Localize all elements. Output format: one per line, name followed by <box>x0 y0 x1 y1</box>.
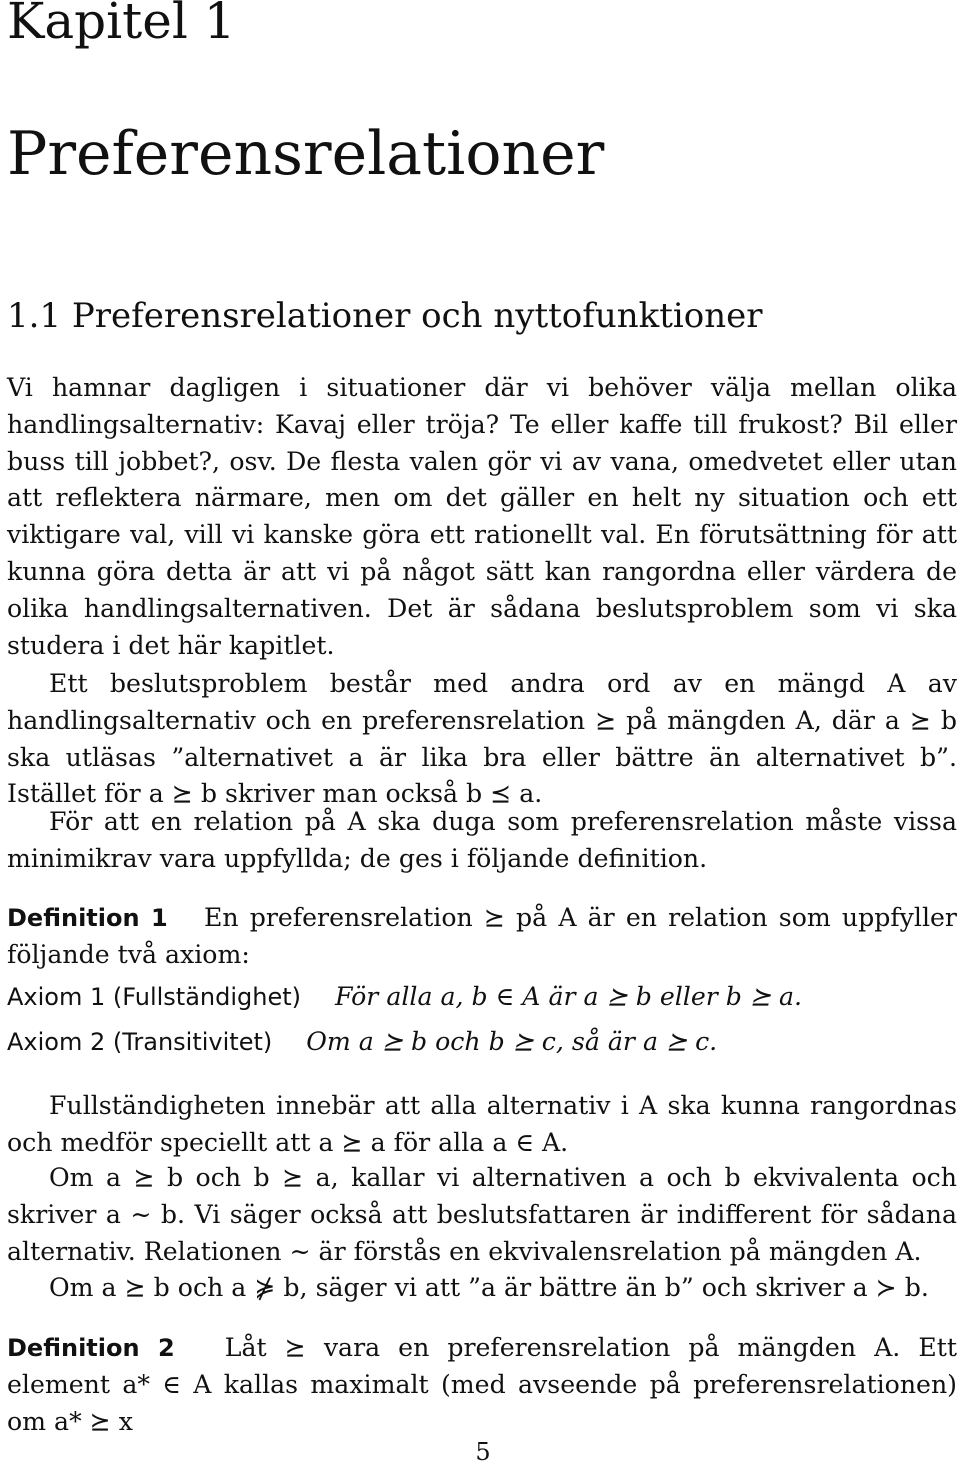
axiom-1-text: För alla a, b ∈ A är a ⪰ b eller b ⪰ a. <box>335 982 803 1011</box>
axiom-1 <box>7 982 802 1011</box>
axiom-2 <box>7 1027 717 1056</box>
axiom-2-text: Om a ⪰ b och b ⪰ c, så är a ⪰ c. <box>306 1027 718 1056</box>
paragraph-battre: Om a ⪰ b och a ⋡ b, säger vi att ”a är bättre än b” och skriver a ≻ b. <box>49 1273 929 1302</box>
axiom-2-label: Axiom 2 (Transitivitet) <box>7 1028 273 1056</box>
definition-2-label: Definition 2 <box>7 1334 175 1362</box>
definition-2-text: Låt ⪰ vara en preferensrelation på mängden A. Ett element a* ∈ A kallas maximalt (med avseende på preferensrelationen) om a* ⪰ x <box>7 1333 957 1436</box>
paragraph-beslutsproblem: Ett beslutsproblem består med andra ord av en mängd A av handlingsalternativ och en preferensrelation ⪰ på mängden A, där a ⪰ b ska utläsas ”alternativet a är lika bra eller bättre än alternativet b”. Istället för a ⪰ b skriver man också b ⪯ a. <box>7 669 957 809</box>
page-number: 5 <box>475 1438 491 1466</box>
chapter-title: Preferensrelationer <box>7 119 605 189</box>
paragraph-fullstandighet: Fullständigheten innebär att alla alternativ i A ska kunna rangordnas och medför speciellt att a ⪰ a för alla a ∈ A. <box>7 1091 957 1157</box>
paragraph-minimikrav: För att en relation på A ska duga som preferensrelation måste vissa minimikrav vara uppfyllda; de ges i följande definition. <box>7 807 957 873</box>
chapter-label: Kapitel 1 <box>7 0 236 50</box>
definition-2 <box>7 1330 957 1440</box>
paragraph-intro: Vi hamnar dagligen i situationer där vi behöver välja mellan olika handlingsalternativ: Kavaj eller tröja? Te eller kaffe till frukost? Bil eller buss till jobbet?, osv. De flesta valen gör vi av vana, omedvetet eller utan att reflektera närmare, men om det gäller en helt ny situation och ett viktigare val, vill vi kanske göra ett rationellt val. En förutsättning för att kunna göra detta är att vi på något sätt kan rangordna eller värdera de olika handlingsalternativen. Det är sådana beslutsproblem som vi ska studera i det här kapitlet. <box>7 373 957 660</box>
definition-1-label: Definition 1 <box>7 904 168 932</box>
paragraph-ekvivalenta: Om a ⪰ b och b ⪰ a, kallar vi alternativen a och b ekvivalenta och skriver a ∼ b. Vi säger också att beslutsfattaren är indifferent för sådana alternativ. Relationen ∼ är förstås en ekvivalensrelation på mängden A. <box>7 1163 957 1266</box>
definition-1-text: En preferensrelation ⪰ på A är en relation som uppfyller följande två axiom: <box>7 903 957 969</box>
section-heading: 1.1 Preferensrelationer och nyttofunktioner <box>7 296 763 336</box>
definition-1 <box>7 900 957 974</box>
axiom-1-label: Axiom 1 (Fullständighet) <box>7 983 301 1011</box>
